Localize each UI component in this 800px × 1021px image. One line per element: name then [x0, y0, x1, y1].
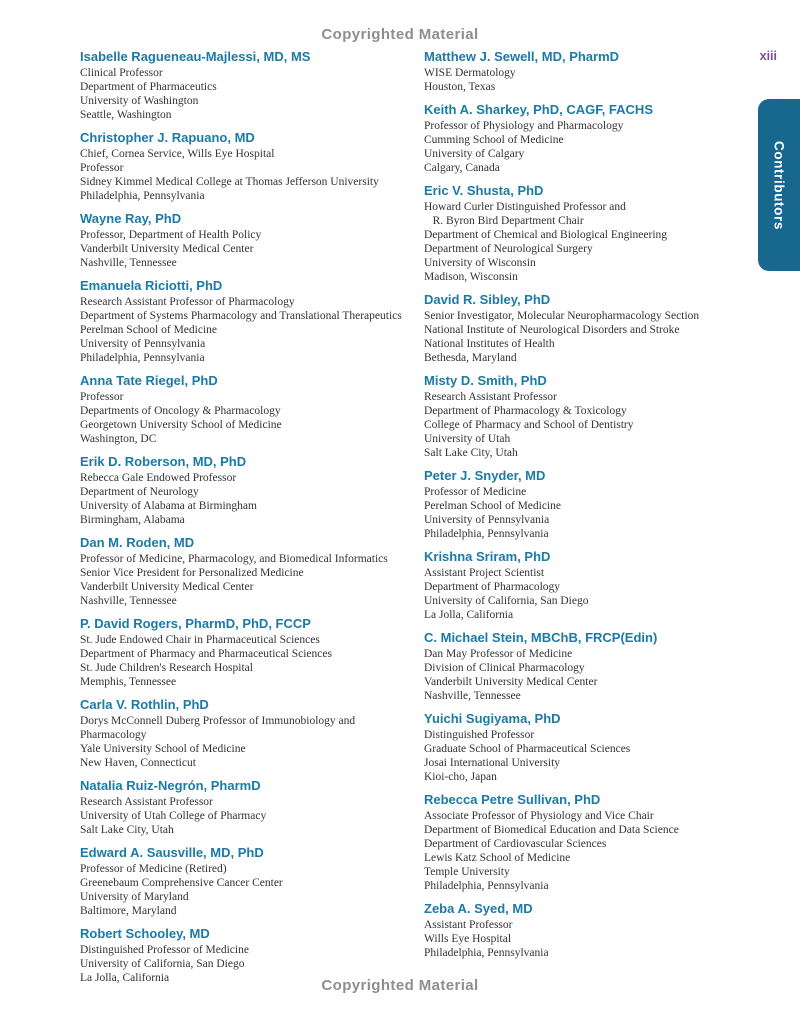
contributor-detail-line: Howard Curler Distinguished Professor and — [424, 201, 626, 213]
contributor-detail-line: National Institutes of Health — [424, 338, 555, 350]
contributor-detail-line: University of Utah College of Pharmacy — [80, 810, 267, 822]
contributor-detail-line: Rebecca Gale Endowed Professor — [80, 472, 237, 484]
contributor-name: Christopher J. Rapuano, MD — [80, 130, 255, 145]
contributor-detail-line: Professor of Medicine — [424, 486, 527, 498]
contributor-name: Wayne Ray, PhD — [80, 211, 182, 226]
contributor-entry — [424, 900, 768, 960]
contributor-detail-line: Houston, Texas — [424, 81, 496, 93]
contributor-detail-line: Research Assistant Professor — [80, 796, 213, 808]
contributor-detail-line: Yale University School of Medicine — [80, 743, 246, 755]
contributor-name: Eric V. Shusta, PhD — [424, 183, 544, 198]
contributor-detail-line: Salt Lake City, Utah — [424, 447, 518, 459]
contributor-entry — [424, 48, 768, 94]
contributor-detail-line: Calgary, Canada — [424, 162, 500, 174]
contributor-detail-line: University of Washington — [80, 95, 199, 107]
contributor-entry — [424, 791, 768, 893]
contributor-name: Krishna Sriram, PhD — [424, 549, 551, 564]
contributor-detail-line: Vanderbilt University Medical Center — [424, 676, 598, 688]
contributor-name: Keith A. Sharkey, PhD, CAGF, FACHS — [424, 102, 653, 117]
contributor-entry — [80, 129, 424, 203]
contributor-detail-line: Research Assistant Professor — [424, 391, 557, 403]
contributor-name: Peter J. Snyder, MD — [424, 468, 546, 483]
contributor-detail-line: University of California, San Diego — [80, 958, 245, 970]
contributor-detail-line: Josai International University — [424, 757, 561, 769]
contributor-detail-line: Lewis Katz School of Medicine — [424, 852, 571, 864]
contributor-entry — [80, 777, 424, 837]
contributor-name: P. David Rogers, PharmD, PhD, FCCP — [80, 616, 311, 631]
contributors-side-tab-label: Contributors — [771, 140, 787, 230]
contributor-detail-line: Department of Chemical and Biological Engineering — [424, 229, 668, 241]
contributor-entry — [424, 710, 768, 784]
contributor-detail-line: Department of Systems Pharmacology and Translational Therapeutics — [80, 310, 402, 322]
contributor-detail-line: Baltimore, Maryland — [80, 905, 177, 917]
contributor-name: David R. Sibley, PhD — [424, 292, 551, 307]
contributor-name: Natalia Ruiz-Negrón, PharmD — [80, 778, 261, 793]
contributor-detail-line: La Jolla, California — [424, 609, 514, 621]
contributor-entry — [80, 696, 424, 770]
contributor-detail-line: Philadelphia, Pennsylvania — [424, 880, 549, 892]
contributor-detail-line: Senior Investigator, Molecular Neuropharmacology Section — [424, 310, 700, 322]
contributor-detail-line: Nashville, Tennessee — [424, 690, 521, 702]
contributor-detail-line: Bethesda, Maryland — [424, 352, 517, 364]
copyright-watermark-bottom: Copyrighted Material — [321, 977, 479, 994]
contributor-detail-line: Department of Pharmacology & Toxicology — [424, 405, 627, 417]
contributor-detail-line: Graduate School of Pharmaceutical Sciences — [424, 743, 631, 755]
contributor-detail-line: Salt Lake City, Utah — [80, 824, 174, 836]
contributor-detail-line: College of Pharmacy and School of Dentistry — [424, 419, 634, 431]
contributor-name: Yuichi Sugiyama, PhD — [424, 711, 561, 726]
contributor-detail-line: Department of Pharmaceutics — [80, 81, 217, 93]
contributor-detail-line: R. Byron Bird Department Chair — [424, 215, 584, 227]
contributor-entry — [424, 548, 768, 622]
contributor-entry — [424, 291, 768, 365]
contributor-detail-line: Wills Eye Hospital — [424, 933, 512, 945]
contributor-entry — [80, 925, 424, 985]
contributor-detail-line: Philadelphia, Pennsylvania — [80, 190, 205, 202]
contributor-detail-line: Distinguished Professor of Medicine — [80, 944, 249, 956]
contributor-detail-line: Assistant Project Scientist — [424, 567, 545, 579]
contributor-detail-line: Departments of Oncology & Pharmacology — [80, 405, 281, 417]
contributor-entry — [80, 48, 424, 122]
contributor-entry — [424, 629, 768, 703]
contributor-detail-line: La Jolla, California — [80, 972, 170, 984]
contributor-detail-line: Associate Professor of Physiology and Vice Chair — [424, 810, 654, 822]
contributor-name: Emanuela Riciotti, PhD — [80, 278, 223, 293]
contributor-detail-line: Clinical Professor — [80, 67, 163, 79]
contributor-detail-line: Chief, Cornea Service, Wills Eye Hospital — [80, 148, 275, 160]
contributor-detail-line: St. Jude Children's Research Hospital — [80, 662, 253, 674]
contributor-detail-line: Nashville, Tennessee — [80, 595, 177, 607]
contributor-detail-line: Kioi-cho, Japan — [424, 771, 497, 783]
contributor-detail-line: Georgetown University School of Medicine — [80, 419, 282, 431]
contributor-entry — [80, 534, 424, 608]
contributor-detail-line: Perelman School of Medicine — [424, 500, 562, 512]
contributor-entry — [424, 101, 768, 175]
contributor-detail-line: Memphis, Tennessee — [80, 676, 177, 688]
contributor-detail-line: Seattle, Washington — [80, 109, 172, 121]
contributor-name: C. Michael Stein, MBChB, FRCP(Edin) — [424, 630, 658, 645]
contributors-column-right — [424, 48, 768, 967]
contributor-detail-line: Nashville, Tennessee — [80, 257, 177, 269]
contributor-entry — [424, 467, 768, 541]
contributor-entry — [424, 372, 768, 460]
contributor-name: Robert Schooley, MD — [80, 926, 210, 941]
contributor-detail-line: Department of Biomedical Education and Data Science — [424, 824, 679, 836]
contributor-entry — [80, 615, 424, 689]
contributor-detail-line: Philadelphia, Pennsylvania — [424, 947, 549, 959]
contributors-column-left — [80, 48, 424, 992]
contributor-detail-line: Dan May Professor of Medicine — [424, 648, 573, 660]
contributor-name: Misty D. Smith, PhD — [424, 373, 547, 388]
contributor-name: Isabelle Ragueneau-Majlessi, MD, MS — [80, 49, 311, 64]
contributor-name: Erik D. Roberson, MD, PhD — [80, 454, 247, 469]
contributor-detail-line: Professor — [80, 391, 124, 403]
contributor-name: Matthew J. Sewell, MD, PharmD — [424, 49, 620, 64]
contributor-detail-line: Greenebaum Comprehensive Cancer Center — [80, 877, 283, 889]
contributor-detail-line: St. Jude Endowed Chair in Pharmaceutical Sciences — [80, 634, 320, 646]
contributor-entry — [80, 277, 424, 365]
page-number: xiii — [759, 49, 777, 63]
contributor-name: Anna Tate Riegel, PhD — [80, 373, 218, 388]
contributor-detail-line: Department of Pharmacy and Pharmaceutical Sciences — [80, 648, 332, 660]
contributor-detail-line: Assistant Professor — [424, 919, 513, 931]
contributor-detail-line: Perelman School of Medicine — [80, 324, 218, 336]
contributor-detail-line: Washington, DC — [80, 433, 157, 445]
contributor-detail-line: Vanderbilt University Medical Center — [80, 581, 254, 593]
contributor-detail-line: Professor of Medicine, Pharmacology, and Biomedical Informatics — [80, 553, 388, 565]
contributor-entry — [80, 210, 424, 270]
contributor-detail-line: University of Wisconsin — [424, 257, 536, 269]
contributor-detail-line: New Haven, Connecticut — [80, 757, 196, 769]
contributor-detail-line: Department of Cardiovascular Sciences — [424, 838, 607, 850]
contributor-detail-line: Dorys McConnell Duberg Professor of Immunobiology and — [80, 715, 356, 727]
contributor-detail-line: Professor — [80, 162, 124, 174]
contributor-detail-line: Philadelphia, Pennsylvania — [424, 528, 549, 540]
contributor-name: Carla V. Rothlin, PhD — [80, 697, 209, 712]
contributor-detail-line: Department of Neurology — [80, 486, 199, 498]
contributor-detail-line: Department of Pharmacology — [424, 581, 561, 593]
contributor-detail-line: University of Pennsylvania — [424, 514, 550, 526]
contributor-detail-line: Pharmacology — [80, 729, 147, 741]
contributor-entry — [80, 844, 424, 918]
contributor-detail-line: Research Assistant Professor of Pharmacology — [80, 296, 295, 308]
contributor-detail-line: University of Alabama at Birmingham — [80, 500, 257, 512]
contributor-detail-line: Vanderbilt University Medical Center — [80, 243, 254, 255]
contributor-detail-line: Professor, Department of Health Policy — [80, 229, 262, 241]
contributor-detail-line: Sidney Kimmel Medical College at Thomas Jefferson University — [80, 176, 379, 188]
contributor-name: Dan M. Roden, MD — [80, 535, 195, 550]
contributor-detail-line: Birmingham, Alabama — [80, 514, 185, 526]
contributor-detail-line: Madison, Wisconsin — [424, 271, 518, 283]
contributor-detail-line: University of Calgary — [424, 148, 525, 160]
contributor-name: Zeba A. Syed, MD — [424, 901, 533, 916]
contributor-detail-line: Senior Vice President for Personalized Medicine — [80, 567, 304, 579]
contributor-entry — [424, 182, 768, 284]
contributor-detail-line: Cumming School of Medicine — [424, 134, 564, 146]
contributor-detail-line: Division of Clinical Pharmacology — [424, 662, 585, 674]
contributor-detail-line: WISE Dermatology — [424, 67, 516, 79]
contributor-detail-line: Temple University — [424, 866, 510, 878]
contributor-name: Rebecca Petre Sullivan, PhD — [424, 792, 601, 807]
contributor-detail-line: Department of Neurological Surgery — [424, 243, 593, 255]
contributor-detail-line: National Institute of Neurological Disorders and Stroke — [424, 324, 680, 336]
copyright-watermark-top: Copyrighted Material — [321, 26, 479, 43]
contributor-detail-line: Professor of Physiology and Pharmacology — [424, 120, 624, 132]
contributor-entry — [80, 372, 424, 446]
contributor-detail-line: Professor of Medicine (Retired) — [80, 863, 227, 875]
contributor-name: Edward A. Sausville, MD, PhD — [80, 845, 264, 860]
contributor-detail-line: University of Pennsylvania — [80, 338, 206, 350]
contributor-entry — [80, 453, 424, 527]
contributor-detail-line: University of Utah — [424, 433, 511, 445]
contributor-detail-line: University of Maryland — [80, 891, 189, 903]
contributor-detail-line: Distinguished Professor — [424, 729, 535, 741]
contributor-detail-line: University of California, San Diego — [424, 595, 589, 607]
contributor-detail-line: Philadelphia, Pennsylvania — [80, 352, 205, 364]
